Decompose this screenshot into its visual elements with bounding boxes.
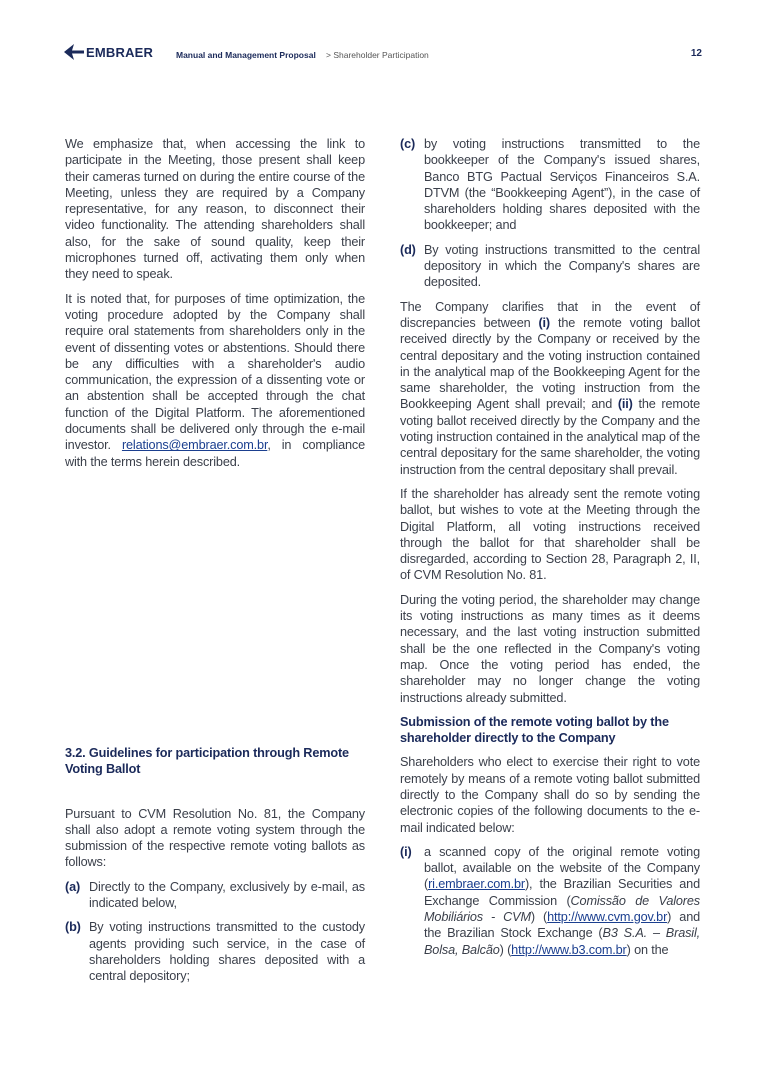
text: ) ( bbox=[530, 910, 548, 925]
item-text: By voting instructions transmitted to the custody agents providing such service, in the case of shareholders holding shares deposited with a central depository; bbox=[89, 920, 365, 984]
list-item bbox=[65, 919, 365, 984]
text: ) ( bbox=[499, 942, 512, 957]
paragraph: Shareholders who elect to exercise their right to vote remotely by means of a remote voting ballot submitted directly to the Company shall do so by sending the electronic copies of the following documents to the e-mail indicated below: bbox=[400, 755, 700, 835]
embraer-logo bbox=[64, 44, 153, 60]
paragraph: Pursuant to CVM Resolution No. 81, the Company shall also adopt a remote voting system through the submission of the respective remote voting ballots as follows: bbox=[65, 806, 365, 870]
item-label: (d) bbox=[400, 242, 416, 257]
marker: (i) bbox=[538, 315, 550, 330]
b3-link[interactable]: http://www.b3.com.br bbox=[511, 942, 627, 957]
text: the remote voting ballot received directly by the Company or received by the central depositary and the voting instruction contained in the analytical map of the Bookkeeping Agent for the same shareholder, the voting instruction from the Bookkeeping Agent shall prevail; and bbox=[400, 315, 700, 412]
list-item bbox=[400, 242, 700, 291]
text: the remote voting ballot received directly by the Company and the voting instruction contained in the analytical map of the central depositary for the same shareholder, the voting instruction from the central depositary shall prevail. bbox=[400, 397, 700, 477]
italic-text: Comissão de Valores Mobiliários - CVM bbox=[424, 893, 700, 925]
section-heading: 3.2. Guidelines for participation through Remote Voting Ballot bbox=[65, 746, 349, 777]
left-intro bbox=[65, 136, 365, 478]
left-section bbox=[65, 745, 365, 993]
ri-embraer-link[interactable]: ri.embraer.com.br bbox=[428, 877, 525, 892]
page-header bbox=[64, 44, 702, 64]
paragraph: During the voting period, the shareholder may change its voting instructions as many times as it deems necessary, and the last voting instruction submitted shall be the one reflected in the Company's voting map. Once the voting period has ended, the shareholder may no longer change the voting instructions already submitted. bbox=[400, 592, 700, 705]
text: It is noted that, for purposes of time optimization, the voting procedure adopted by the Company shall require oral statements from shareholders only in the event of dissenting votes or abstentions. Should there be any difficulties with a shareholder's audio communication, the expression of a dissenting vote or an abstention shall be accepted through the chat function of the Digital Platform. The aforementioned documents shall be delivered only through the e-mail investor. bbox=[65, 291, 365, 453]
text: ) and the Brazilian Stock Exchange ( bbox=[424, 910, 701, 941]
right-column bbox=[400, 136, 700, 966]
paragraph bbox=[65, 291, 365, 470]
text: a scanned copy of the original remote voting ballot, available on the website of the Company ( bbox=[424, 844, 700, 892]
cvm-link[interactable]: http://www.cvm.gov.br bbox=[547, 910, 668, 925]
logo-text: EMBRAER bbox=[86, 44, 154, 60]
paragraph: We emphasize that, when accessing the link to participate in the Meeting, those present shall keep their cameras turned on during the entire course of the Meeting, unless they are required by a Company representative, for any reason, to disconnect their video functionality. The attending shareholders shall also, for the sake of sound quality, keep their microphones turned off, activating them only when they need to speak. bbox=[65, 137, 365, 282]
item-label: (b) bbox=[65, 920, 81, 935]
document-title: Manual and Management Proposal bbox=[176, 50, 316, 60]
list-item bbox=[400, 136, 700, 234]
text: , in compliance with the terms herein described. bbox=[65, 438, 366, 469]
paragraph bbox=[400, 299, 700, 478]
text: ) on the bbox=[626, 942, 669, 957]
italic-text: B3 S.A. – Brasil, Bolsa, Balcão bbox=[424, 926, 701, 957]
item-text bbox=[424, 844, 700, 958]
embraer-arrow-icon bbox=[64, 44, 84, 60]
marker: (ii) bbox=[617, 397, 633, 412]
list-item bbox=[400, 844, 700, 958]
page-number: 12 bbox=[690, 48, 702, 59]
paragraph: If the shareholder has already sent the remote voting ballot, but wishes to vote at the Meeting through the Digital Platform, all voting instructions received through the ballot for that shareholder shall be disregarded, according to Section 28, Paragraph 2, II, of CVM Resolution No. 81. bbox=[400, 486, 700, 583]
email-link[interactable]: relations@embraer.com.br bbox=[121, 438, 268, 453]
breadcrumb-section: > Shareholder Participation bbox=[326, 50, 429, 60]
item-label: (c) bbox=[400, 137, 416, 151]
item-text: By voting instructions transmitted to the central depository in which the Company's shares are deposited. bbox=[424, 242, 700, 290]
item-text: Directly to the Company, exclusively by e-mail, as indicated below, bbox=[89, 879, 365, 911]
item-text: by voting instructions transmitted to the bookkeeper of the Company's issued shares, Banco BTG Pactual Serviços Financeiros S.A. DTVM (the “Bookkeeping Agent”), in the case of shareholders holding shares deposited with the bookkeeper; and bbox=[424, 137, 700, 233]
text: ), the Brazilian Securities and Exchange Commission ( bbox=[424, 877, 700, 908]
text: The Company clarifies that in the event of discrepancies between bbox=[400, 299, 700, 330]
subsection-heading: Submission of the remote voting ballot by the shareholder directly to the Company bbox=[400, 714, 669, 746]
item-label: (i) bbox=[400, 844, 412, 859]
list-item bbox=[65, 879, 365, 912]
item-label: (a) bbox=[65, 879, 81, 894]
